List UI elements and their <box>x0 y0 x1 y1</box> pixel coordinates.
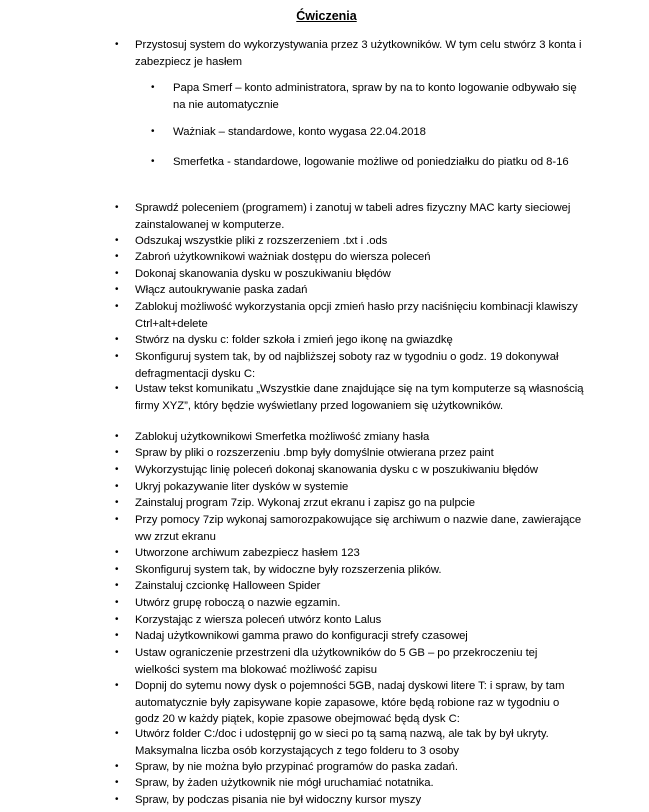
list-item-text: Przy pomocy 7zip wykonaj samorozpakowujące się archiwum o nazwie dane, zawierające ww zrzut ekranu <box>135 514 582 543</box>
list-item <box>115 678 585 728</box>
bullet-icon: • <box>115 547 119 558</box>
bullet-icon: • <box>115 514 119 525</box>
list-item <box>115 462 585 479</box>
list-item <box>115 249 585 266</box>
list-item-text: Dopnij do sytemu nowy dysk o pojemności 5GB, nadaj dyskowi litere T: i spraw, by tam automatycznie były zapisywane kopie zapasowe, które będą robione raz w tygodniu o godz 20 w każdy piątek, kopie zpasowe obejmować będą dysk C: <box>135 680 565 726</box>
bullet-icon: • <box>115 497 119 508</box>
list-item-text: Ukryj pokazywanie liter dysków w systemie <box>135 481 349 493</box>
list-item-text: Skonfiguruj system tak, by od najbliższej soboty raz w tygodniu o godz. 19 dokonywał defragmentacji dysku C: <box>135 351 559 380</box>
bullet-icon: • <box>115 630 119 641</box>
list-item <box>115 562 585 579</box>
list-item-text: Spraw, by podczas pisania nie był widoczny kursor myszy <box>135 794 422 806</box>
list-item-intro <box>115 37 585 70</box>
list-item <box>115 282 585 299</box>
list-item <box>115 381 585 414</box>
list-item-text: Utwórz grupę roboczą o nazwie egzamin. <box>135 597 341 609</box>
list-item <box>115 512 585 545</box>
list-item <box>115 628 585 645</box>
list-item <box>115 200 585 233</box>
list-item-text: Odszukaj wszystkie pliki z rozszerzeniem .txt i .ods <box>135 235 388 247</box>
bullet-icon: • <box>115 597 119 608</box>
list-item <box>115 332 585 349</box>
bullet-icon: • <box>115 431 119 442</box>
list-item-text: Spraw, by nie można było przypinać programów do paska zadań. <box>135 761 458 773</box>
sub-item-text: Smerfetka - standardowe, logowanie możliwe od poniedziałku do piatku od 8-16 <box>173 156 569 168</box>
list-item-text: Stwórz na dysku c: folder szkoła i zmień jego ikonę na gwiazdkę <box>135 334 453 346</box>
list-item-text: Zablokuj użytkownikowi Smerfetka możliwość zmiany hasła <box>135 431 430 443</box>
list-item <box>115 349 585 382</box>
bullet-icon: • <box>115 235 119 246</box>
list-item <box>115 445 585 462</box>
list-item-text: Zablokuj możliwość wykorzystania opcji zmień hasło przy naciśnięciu kombinacji klawiszy Ctrl+alt+delete <box>135 301 578 330</box>
bullet-icon: • <box>115 777 119 788</box>
bullet-icon: • <box>115 447 119 458</box>
bullet-icon: • <box>115 680 119 691</box>
sub-item <box>151 124 578 141</box>
list-item <box>115 792 585 809</box>
sub-item-text: Ważniak – standardowe, konto wygasa 22.04.2018 <box>173 126 426 138</box>
bullet-icon: • <box>115 564 119 575</box>
bullet-icon: • <box>115 383 119 394</box>
bullet-icon: • <box>115 334 119 345</box>
list-item-text: Przystosuj system do wykorzystywania przez 3 użytkowników. W tym celu stwórz 3 konta i zabezpiecz je hasłem <box>135 39 582 68</box>
sub-item <box>151 80 578 113</box>
list-item-text: Nadaj użytkownikowi gamma prawo do konfiguracji strefy czasowej <box>135 630 468 642</box>
bullet-icon: • <box>151 156 155 167</box>
bullet-icon: • <box>115 464 119 475</box>
list-item <box>115 266 585 283</box>
list-item-text: Włącz autoukrywanie paska zadań <box>135 284 308 296</box>
document-title: Ćwiczenia <box>296 9 357 23</box>
sub-item <box>151 154 578 171</box>
bullet-icon: • <box>115 794 119 805</box>
list-item <box>115 545 585 562</box>
list-item-text: Wykorzystując linię poleceń dokonaj skanowania dysku c w poszukiwaniu błędów <box>135 464 538 476</box>
list-item-text: Skonfiguruj system tak, by widoczne były rozszerzenia plików. <box>135 564 442 576</box>
list-item <box>115 578 585 595</box>
bullet-icon: • <box>115 39 119 50</box>
list-item-text: Sprawdź poleceniem (programem) i zanotuj w tabeli adres fizyczny MAC karty sieciowej zainstalowanej w komputerze. <box>135 202 571 231</box>
list-item-text: Dokonaj skanowania dysku w poszukiwaniu błędów <box>135 268 391 280</box>
bullet-icon: • <box>115 301 119 312</box>
bullet-icon: • <box>115 268 119 279</box>
bullet-icon: • <box>115 481 119 492</box>
list-item-text: Ustaw ograniczenie przestrzeni dla użytkowników do 5 GB – po przekroczeniu tej wielkości system ma blokować możliwość zapisu <box>135 647 538 676</box>
list-item-text: Korzystając z wiersza poleceń utwórz konto Lalus <box>135 614 382 626</box>
list-item-text: Spraw, by żaden użytkownik nie mógł uruchamiać notatnika. <box>135 777 434 789</box>
list-item <box>115 233 585 250</box>
list-item-text: Zainstaluj program 7zip. Wykonaj zrzut ekranu i zapisz go na pulpcie <box>135 497 475 509</box>
list-item <box>115 775 585 792</box>
bullet-icon: • <box>115 580 119 591</box>
sub-item-text: Papa Smerf – konto administratora, spraw by na to konto logowanie odbywało się na nie automatycznie <box>173 82 577 111</box>
bullet-icon: • <box>115 761 119 772</box>
bullet-icon: • <box>115 284 119 295</box>
bullet-icon: • <box>115 251 119 262</box>
list-item-text: Zabroń użytkownikowi ważniak dostępu do wiersza poleceń <box>135 251 431 263</box>
list-item <box>115 299 585 332</box>
bullet-icon: • <box>151 126 155 137</box>
bullet-icon: • <box>115 614 119 625</box>
list-item <box>115 429 585 446</box>
list-item <box>115 612 585 629</box>
list-item-text: Zainstaluj czcionkę Halloween Spider <box>135 580 321 592</box>
bullet-icon: • <box>115 351 119 362</box>
list-item-text: Ustaw tekst komunikatu „Wszystkie dane znajdujące się na tym komputerze są własnością firmy XYZ”, który będzie wyświetlany przed logowaniem się użytkowników. <box>135 383 584 412</box>
list-item <box>115 495 585 512</box>
bullet-icon: • <box>151 82 155 93</box>
bullet-icon: • <box>115 202 119 213</box>
bullet-icon: • <box>115 647 119 658</box>
bullet-icon: • <box>115 728 119 739</box>
list-item <box>115 726 585 759</box>
list-item-text: Utworzone archiwum zabezpiecz hasłem 123 <box>135 547 360 559</box>
list-item <box>115 645 585 678</box>
list-item-text: Spraw by pliki o rozszerzeniu .bmp były domyślnie otwierana przez paint <box>135 447 494 459</box>
list-item-text: Utwórz folder C:/doc i udostępnij go w sieci po tą samą nazwą, ale tak by był ukryty. Maksymalna liczba osób korzystających z tego folderu to 3 osoby <box>135 728 549 757</box>
list-item <box>115 595 585 612</box>
list-item <box>115 479 585 496</box>
list-item <box>115 759 585 776</box>
